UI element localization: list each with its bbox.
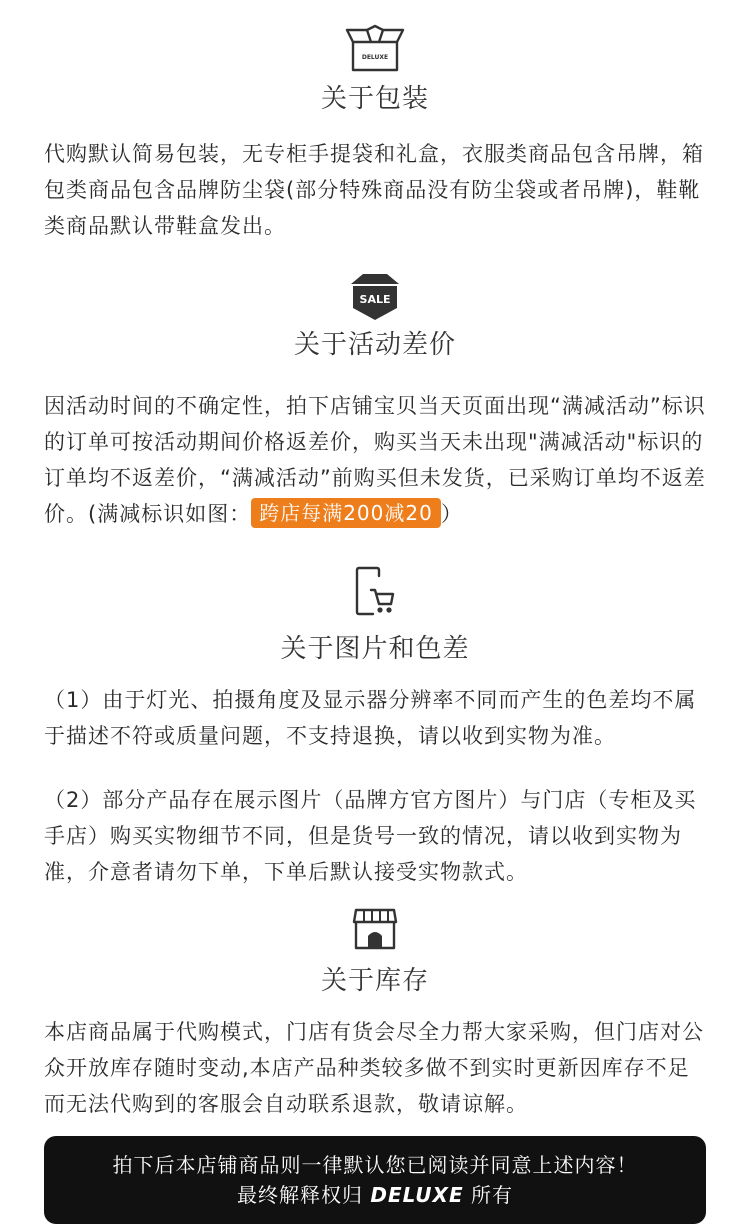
price-text-end: ） xyxy=(440,502,463,526)
section-title-color: 关于图片和色差 xyxy=(280,634,470,664)
promo-badge: 跨店每满200减20 xyxy=(251,498,441,528)
box-brand-label: DELUXE xyxy=(361,54,389,61)
packaging-text: 代购默认简易包装，无专柜手提袋和礼盒，衣服类商品包含吊牌，箱包类商品包含品牌防尘袋(部分特殊商品没有防尘袋或者吊牌)，鞋靴类商品默认带鞋盒发出。 xyxy=(44,142,704,238)
color-text-1: （1）由于灯光、拍摄角度及显示器分辨率不同而产生的色差均不属于描述不符或质量问题，不支持退换，请以收到实物为准。 xyxy=(44,688,697,748)
brand-name: DELUXE xyxy=(370,1183,464,1207)
phone-cart-icon xyxy=(353,566,397,618)
storefront-icon xyxy=(352,906,398,952)
notice-line-1: 拍下后本店铺商品则一律默认您已阅读并同意上述内容！ xyxy=(112,1153,638,1177)
section-title-stock: 关于库存 xyxy=(320,966,429,996)
color-text-2: （2）部分产品存在展示图片（品牌方官方图片）与门店（专柜及买手店）购买实物细节不同，但是货号一致的情况，请以收到实物为准，介意者请勿下单，下单后默认接受实物款式。 xyxy=(44,788,697,884)
sale-label: SALE xyxy=(359,293,391,306)
gift-box-icon xyxy=(345,24,405,74)
price-text xyxy=(44,388,708,532)
price-text-body: 因活动时间的不确定性，拍下店铺宝贝当天页面出现“满减活动”标识的订单可按活动期间价格返差价，购买当天未出现"满减活动"标识的订单均不返差价，“满减活动”前购买但未发货，已采购订单均不返差价。(满减标识如图： xyxy=(44,394,706,526)
notice-line-2 xyxy=(44,1180,706,1210)
notice-line-2-prefix: 最终解释权归 xyxy=(237,1183,364,1207)
notice-line-2-suffix: 所有 xyxy=(470,1183,513,1207)
notice-banner xyxy=(44,1136,706,1224)
stock-text: 本店商品属于代购模式，门店有货会尽全力帮大家采购，但门店对公众开放库存随时变动,本店产品种类较多做不到实时更新因库存不足而无法代购到的客服会自动联系退款，敬请谅解。 xyxy=(44,1020,704,1116)
section-title-packaging: 关于包装 xyxy=(320,84,429,114)
section-title-price: 关于活动差价 xyxy=(293,330,456,360)
sale-tag-icon xyxy=(347,272,403,322)
